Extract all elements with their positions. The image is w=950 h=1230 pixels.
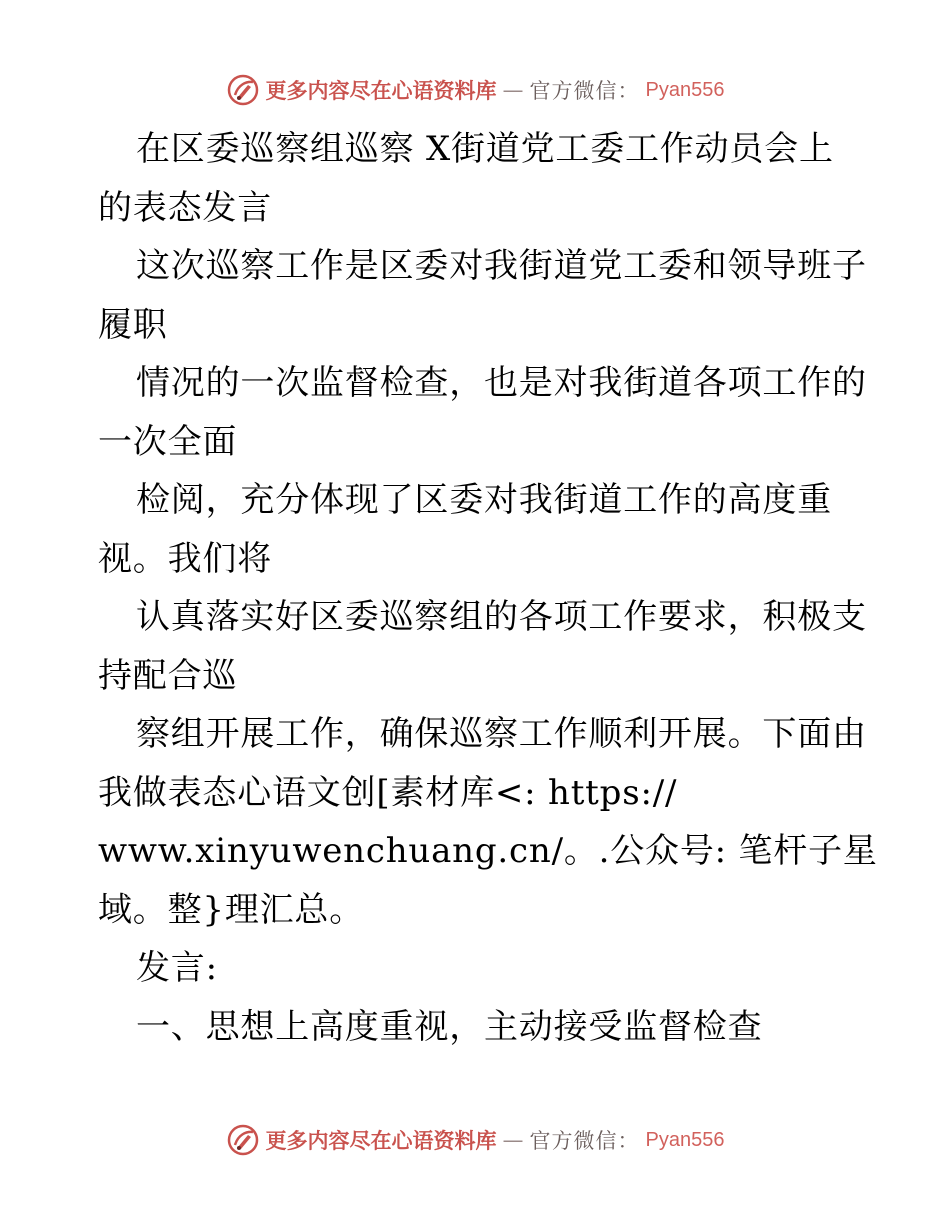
paragraph-line: 我做表态心语文创[素材库<: https://: [98, 772, 678, 813]
header-banner-wechat-label: 官方微信：: [529, 79, 640, 103]
paragraph-line: www.xinyuwenchuang.cn/。.公众号: 笔杆子星: [98, 831, 878, 871]
paragraph-line: 检阅，充分体现了区委对我街道工作的高度重: [136, 480, 832, 520]
footer-banner-separator: —: [502, 1128, 524, 1152]
paragraph-line: 持配合巡: [98, 655, 238, 696]
header-banner-separator: —: [502, 78, 524, 102]
header-banner-wechat-id: Pyan556: [645, 78, 725, 101]
paragraph-line: 履职: [98, 304, 168, 345]
paragraph-line: 一次全面: [98, 421, 238, 462]
paragraph-line: 察组开展工作，确保巡察工作顺利开展。下面由: [136, 714, 867, 754]
document-body: [98, 120, 878, 1056]
paragraph-line: 情况的一次监督检查，也是对我街道各项工作的: [136, 363, 867, 403]
paragraph-line: 视。我们将: [98, 538, 272, 579]
logo-icon: [226, 73, 260, 107]
paragraph-line: 认真落实好区委巡察组的各项工作要求，积极支: [136, 597, 867, 637]
section-heading: 一、思想上高度重视，主动接受监督检查: [136, 1006, 763, 1047]
title-line-2: 的表态发言: [98, 187, 272, 228]
paragraph-line: 这次巡察工作是区委对我街道党工委和领导班子: [136, 246, 867, 286]
footer-banner-content: [226, 1123, 725, 1157]
footer-banner: [0, 1120, 950, 1160]
paragraph-line: 发言:: [136, 948, 218, 988]
logo-icon: [226, 1123, 260, 1157]
header-banner-text: 更多内容尽在心语资料库: [265, 78, 497, 103]
title-line-1: 在区委巡察组巡察 X街道党工委工作动员会上: [136, 129, 834, 169]
footer-banner-wechat-id: Pyan556: [645, 1128, 725, 1151]
footer-banner-text: 更多内容尽在心语资料库: [265, 1128, 497, 1153]
footer-banner-wechat-label: 官方微信：: [529, 1129, 640, 1153]
header-banner: [0, 70, 950, 110]
paragraph-line: 域。整}理汇总。: [98, 889, 365, 930]
header-banner-content: [226, 73, 725, 107]
